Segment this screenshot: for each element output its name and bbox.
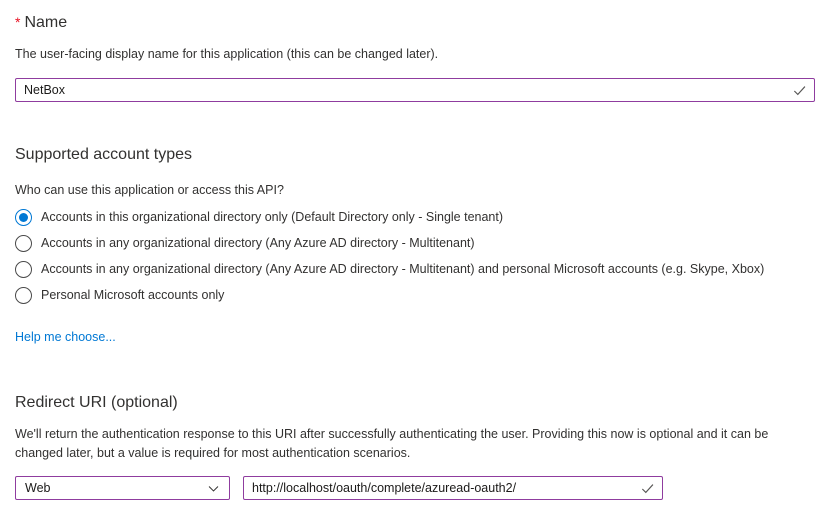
account-types-title: Supported account types: [15, 146, 193, 163]
account-types-radio-group: [15, 204, 815, 308]
name-section: [15, 12, 815, 102]
radio-button-icon[interactable]: [15, 287, 32, 304]
account-types-question: Who can use this application or access this API?: [15, 183, 284, 197]
checkmark-icon: [640, 481, 655, 496]
radio-option-label: Accounts in this organizational directory only (Default Directory only - Single tenant): [41, 210, 504, 224]
radio-button-icon[interactable]: [15, 235, 32, 252]
radio-button-icon[interactable]: [15, 209, 32, 226]
name-input-container: [15, 78, 815, 102]
redirect-uri-controls: [15, 476, 815, 500]
redirect-uri-input[interactable]: [244, 481, 640, 495]
radio-button-icon[interactable]: [15, 261, 32, 278]
radio-option-personal-only[interactable]: [15, 282, 815, 308]
radio-option-label: Accounts in any organizational directory (Any Azure AD directory - Multitenant) and personal Microsoft accounts (e.g. Skype, Xbox): [41, 262, 765, 276]
help-me-choose-link[interactable]: Help me choose...: [15, 330, 116, 344]
name-section-title: [15, 12, 815, 33]
checkmark-icon: [792, 83, 807, 98]
name-description: The user-facing display name for this application (this can be changed later).: [15, 47, 439, 61]
radio-option-label: Accounts in any organizational directory (Any Azure AD directory - Multitenant): [41, 236, 475, 250]
radio-option-multitenant-personal[interactable]: [15, 256, 815, 282]
name-title-text: Name: [24, 14, 68, 31]
redirect-uri-input-container: [243, 476, 663, 500]
chevron-down-icon: [207, 482, 220, 495]
redirect-uri-section: [15, 393, 815, 500]
account-types-section: [15, 145, 815, 346]
redirect-uri-description: We'll return the authentication response to this URI after successfully authenticating the user. Providing this now is optional and it can be changed later, but a value is required for most authentication scenarios.: [15, 427, 769, 460]
name-input[interactable]: [16, 83, 792, 97]
platform-dropdown-value: Web: [25, 481, 51, 495]
platform-dropdown[interactable]: [15, 476, 230, 500]
radio-option-multitenant[interactable]: [15, 230, 815, 256]
redirect-uri-title: Redirect URI (optional): [15, 394, 178, 411]
radio-option-single-tenant[interactable]: [15, 204, 815, 230]
radio-option-label: Personal Microsoft accounts only: [41, 288, 225, 302]
required-asterisk: *: [15, 14, 21, 30]
